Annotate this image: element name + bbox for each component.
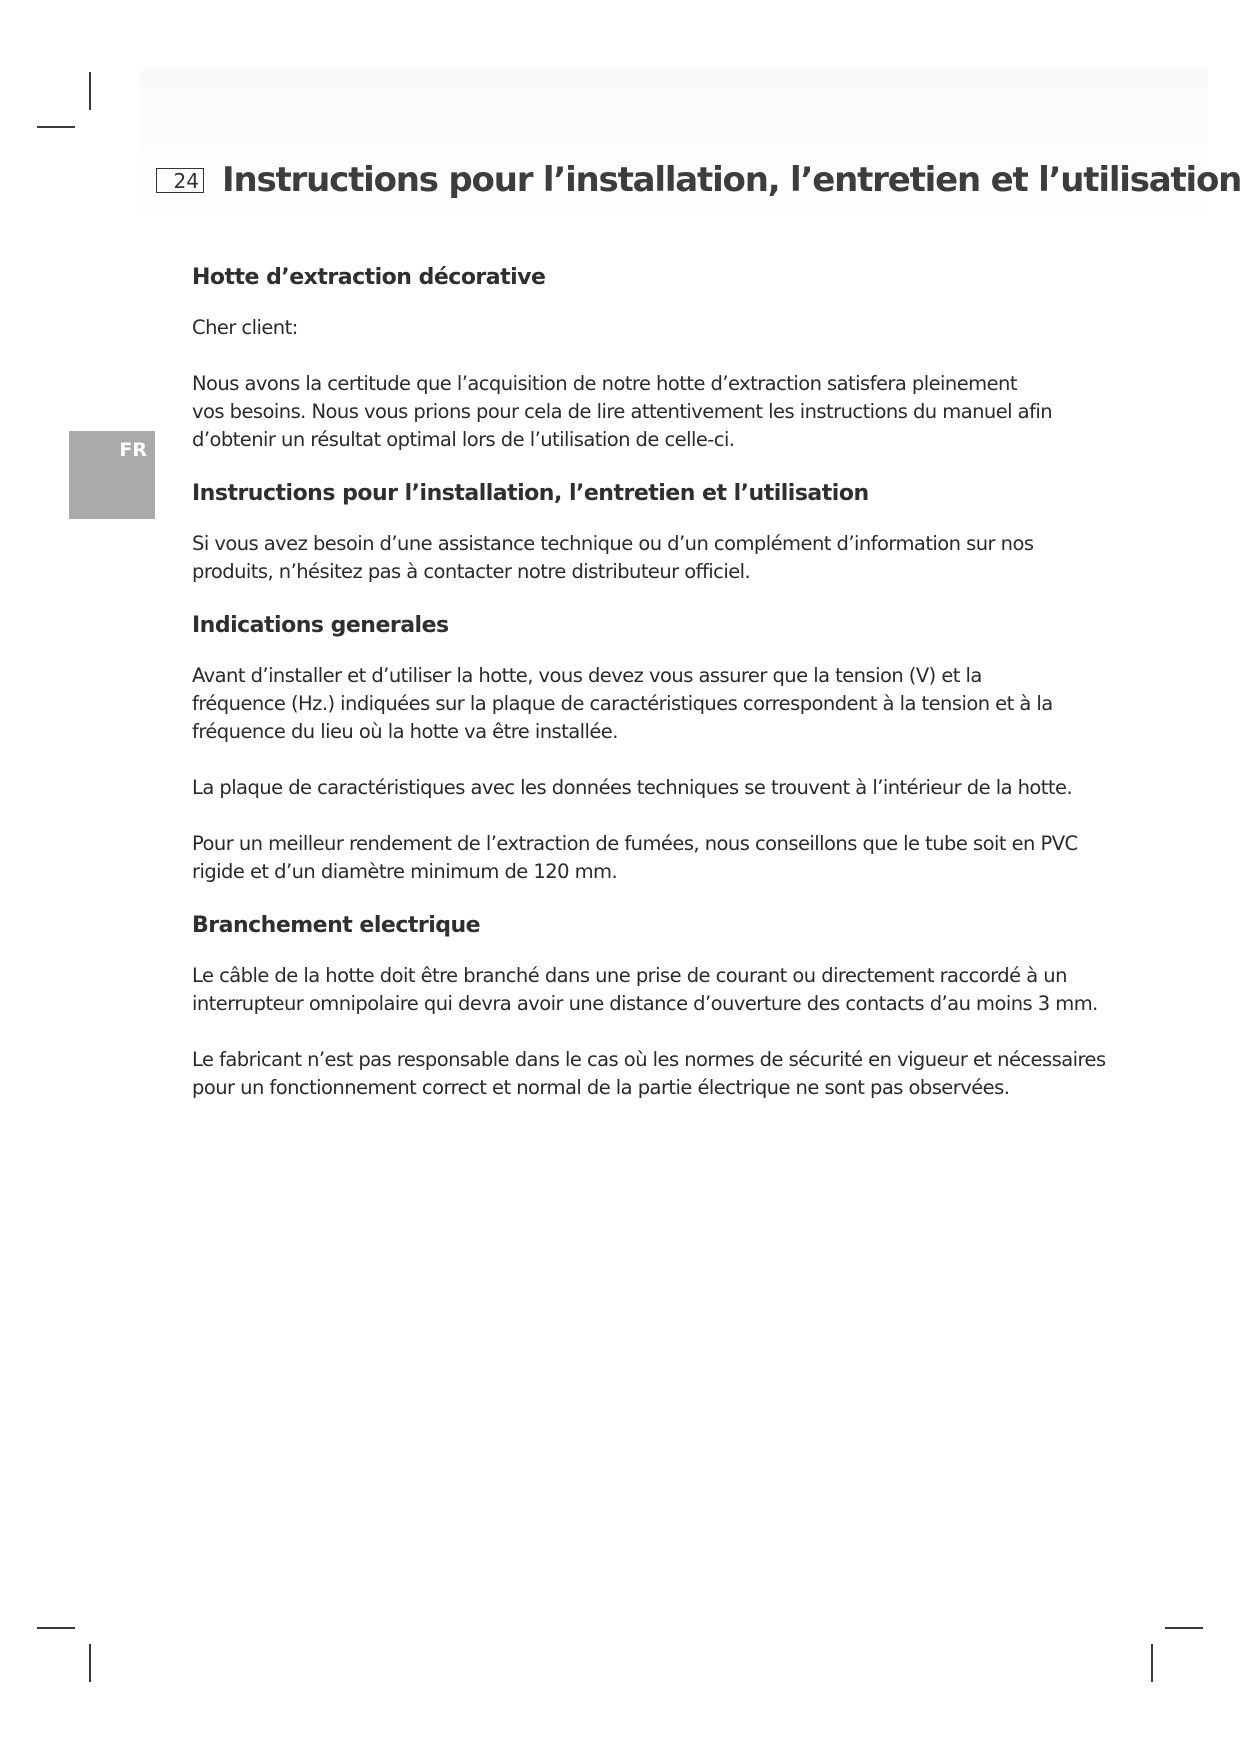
text-line: vos besoins. Nous vous prions pour cela de lire attentivement les instructions du manuel afin [192, 400, 1053, 423]
paragraph-greeting [192, 314, 1092, 342]
crop-mark-bottom-left-horizontal [37, 1627, 75, 1629]
crop-mark-bottom-right-vertical [1151, 1644, 1153, 1682]
text-line: fréquence (Hz.) indiquées sur la plaque de caractéristiques correspondent à la tension et à la [192, 692, 1053, 715]
section-heading: Branchement electrique [192, 913, 481, 938]
paragraph-rating-plate [192, 774, 1092, 802]
section-general-indications [192, 610, 1092, 886]
text-line: d’obtenir un résultat optimal lors de l’utilisation de celle-ci. [192, 428, 735, 451]
text-line: La plaque de caractéristiques avec les données techniques se trouvent à l’intérieur de la hotte. [192, 776, 1073, 799]
crop-mark-top-left-horizontal [37, 126, 75, 128]
section-electrical-connection [192, 910, 1106, 1102]
paragraph-voltage [192, 662, 1092, 746]
section-heading: Hotte d’extraction décorative [192, 265, 546, 290]
text-line: Pour un meilleur rendement de l’extraction de fumées, nous conseillons que le tube soit en PVC [192, 832, 1078, 855]
text-line: Nous avons la certitude que l’acquisition de notre hotte d’extraction satisfera pleinement [192, 372, 1017, 395]
text-line: Si vous avez besoin d’une assistance technique ou d’un complément d’information sur nos [192, 532, 1034, 555]
language-label: FR [119, 439, 147, 461]
paragraph-intro [192, 370, 1092, 454]
page-header [156, 160, 1241, 200]
text-line: produits, n’hésitez pas à contacter notre distributeur officiel. [192, 560, 751, 583]
paragraph-tube [192, 830, 1092, 886]
crop-mark-top-left-vertical [89, 72, 91, 110]
text-line: fréquence du lieu où la hotte va être installée. [192, 720, 618, 743]
text-line: Avant d’installer et d’utiliser la hotte, vous devez vous assurer que la tension (V) et la [192, 664, 982, 687]
crop-mark-bottom-right-horizontal [1165, 1627, 1203, 1629]
text-line: pour un fonctionnement correct et normal de la partie électrique ne sont pas observées. [192, 1076, 1010, 1099]
crop-mark-bottom-left-vertical [89, 1644, 91, 1682]
language-tab [69, 431, 155, 519]
text-line: rigide et d’un diamètre minimum de 120 mm. [192, 860, 618, 883]
page-title: Instructions pour l’installation, l’entretien et l’utilisation [222, 160, 1241, 200]
page-number: 24 [156, 168, 204, 193]
section-heading: Indications generales [192, 613, 449, 638]
section-decorative-hood [192, 262, 1092, 454]
paragraph-assistance [192, 530, 1092, 586]
document-body [192, 262, 1106, 1130]
paragraph-manufacturer [192, 1046, 1106, 1102]
text-line: interrupteur omnipolaire qui devra avoir une distance d’ouverture des contacts d’au moins 3 mm. [192, 992, 1098, 1015]
text-line: Cher client: [192, 316, 298, 339]
section-heading: Instructions pour l’installation, l’entretien et l’utilisation [192, 481, 869, 506]
page-header-shade [140, 68, 1208, 228]
paragraph-cable [192, 962, 1098, 1018]
text-line: Le câble de la hotte doit être branché dans une prise de courant ou directement raccordé à un [192, 964, 1067, 987]
text-line: Le fabricant n’est pas responsable dans le cas où les normes de sécurité en vigueur et nécessaires [192, 1048, 1106, 1071]
section-instructions [192, 478, 1092, 586]
